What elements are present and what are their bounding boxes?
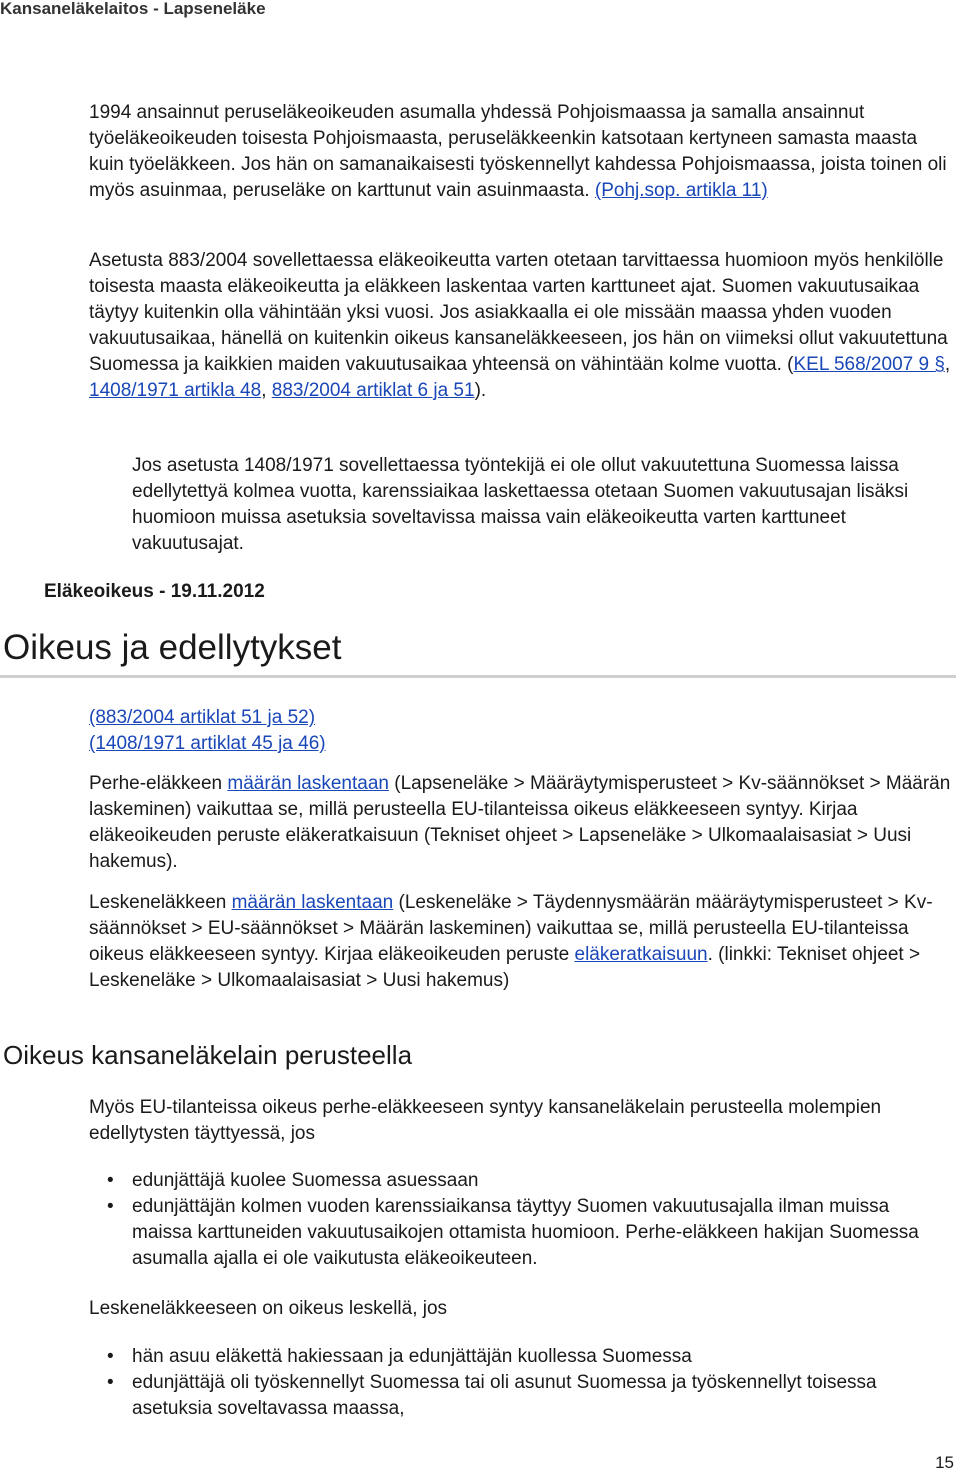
regulation-references (89, 705, 955, 757)
paragraph-end: ). (474, 380, 487, 401)
list-item: • edunjättäjä kuolee Suomessa asuessaan (89, 1168, 919, 1194)
paragraph-text: Asetusta 883/2004 sovellettaessa eläkeoikeutta varten otetaan tarvittaessa huomioon myös henkilölle toisesta maasta eläkeoikeutta ja eläkkeen laskentaa varten karttuneet ajat. Suomen vakuutusaikaa täytyy kuitenkin olla vähintään yksi vuosi. Jos asiakkaalla ei ole missään maassa yhden vuoden vakuutusaikaa, hänellä on kuitenkin oikeus kansaneläkkeeseen, jos hän on viimeksi ollut vakuutettuna Suomessa ja kaikkien maiden vakuutusaikaa yhteensä on vähintään kolme vuotta. ( (89, 250, 948, 375)
regulation-883-link[interactable]: 883/2004 artiklat 6 ja 51 (271, 380, 475, 401)
paragraph-text: (Lapseneläke > Määräytymisperusteet > Kv-säännökset > Määrän laskeminen) vaikuttaa se, millä perusteella EU-tilanteissa oikeus eläkkeeseen syntyy. Kirjaa eläkeoikeuden peruste eläkeratkaisuun (Tekniset ohjeet > Lapseneläke > Ulkomaalaisasiat > Uusi hakemus). (89, 773, 951, 872)
widow-conditions-list (89, 1344, 919, 1422)
paragraph-eu-conditions: Myös EU-tilanteissa oikeus perhe-eläkkeeseen syntyy kansaneläkelain perusteella molempien edellytysten täyttyessä, jos (89, 1097, 882, 1144)
separator: , (261, 380, 272, 401)
list-item: • hän asuu eläkettä hakiessaan ja edunjättäjän kuollessa Suomessa (89, 1344, 919, 1370)
amount-calculation-link[interactable]: määrän laskentaan (227, 773, 389, 794)
paragraph-text: Leskeneläkkeen (89, 892, 232, 913)
paragraph-family-pension (89, 771, 955, 875)
date-heading: Eläkeoikeus - 19.11.2012 (44, 581, 265, 602)
pension-decision-link[interactable]: eläkeratkaisuun (574, 944, 708, 965)
list-item: • edunjättäjä oli työskennellyt Suomessa tai oli asunut Suomessa ja työskennellyt toisessa asetuksia soveltavassa maassa, (89, 1370, 919, 1422)
paragraph-nordic-convention (89, 100, 955, 204)
ref-883-link[interactable]: (883/2004 artiklat 51 ja 52) (89, 707, 316, 728)
paragraph-survivors-pension (89, 890, 955, 994)
paragraph-text: 1994 ansainnut peruseläkeoikeuden asumalla yhdessä Pohjoismaassa ja samalla ansainnut työeläkeoikeuden toisesta Pohjoismaasta, peruseläkkeenkin katsotaan kertyneen samasta maasta kuin työeläkkeen. Jos hän on samanaikaisesti työskennellyt kahdessa Pohjoismaassa, joista toinen oli myös asuinmaa, peruseläke on karttunut vain asuinmaasta. (89, 102, 947, 201)
kel-link[interactable]: KEL 568/2007 9 § (793, 354, 945, 375)
page-number: 15 (935, 1453, 954, 1472)
separator: , (944, 354, 951, 375)
paragraph-text: . (linkki: Tekniset ohjeet > Leskeneläke > Ulkomaalaisasiat > Uusi hakemus) (89, 944, 921, 991)
nordic-convention-link[interactable]: (Pohj.sop. artikla 11) (594, 180, 768, 201)
paragraph-waiting-period: Jos asetusta 1408/1971 sovellettaessa työntekijä ei ole ollut vakuutettuna Suomessa laissa edellytettyä kolmea vuotta, karenssiaikaa laskettaessa otetaan Suomen vakuutusajan lisäksi huomioon muissa asetuksia soveltavissa maissa vain eläkeoikeutta varten karttuneet vakuutusajat. (132, 455, 909, 554)
paragraph-insurance-periods (89, 248, 955, 404)
regulation-1408-link[interactable]: 1408/1971 artikla 48 (89, 380, 262, 401)
paragraph-text: Perhe-eläkkeen (89, 773, 228, 794)
conditions-list (89, 1168, 919, 1272)
page-header-title: Kansaneläkelaitos - Lapseneläke (0, 0, 266, 18)
section-title-rights: Oikeus ja edellytykset (3, 628, 342, 667)
paragraph-widow-conditions: Leskeneläkkeeseen on oikeus leskellä, jos (89, 1298, 448, 1319)
amount-calculation-link[interactable]: määrän laskentaan (231, 892, 394, 913)
list-item: • edunjättäjän kolmen vuoden karenssiaikansa täyttyy Suomen vakuutusajalla ilman muissa maissa karttuneiden vakuutusaikojen ottamista huomioon. Perhe-eläkkeen hakijan Suomessa asumalla ajalla ei ole vaikutusta eläkeoikeuteen. (89, 1194, 919, 1272)
section-divider (0, 675, 956, 678)
section-title-national-pension: Oikeus kansaneläkelain perusteella (3, 1040, 413, 1070)
ref-1408-link[interactable]: (1408/1971 artiklat 45 ja 46) (89, 733, 326, 754)
paragraph-text: (Leskeneläke > Täydennysmäärän määräytymisperusteet > Kv-säännökset > EU-säännökset > Määrän laskeminen) vaikuttaa se, millä perusteella EU-tilanteissa oikeus eläkkeeseen syntyy. Kirjaa eläkeoikeuden peruste (89, 892, 933, 965)
